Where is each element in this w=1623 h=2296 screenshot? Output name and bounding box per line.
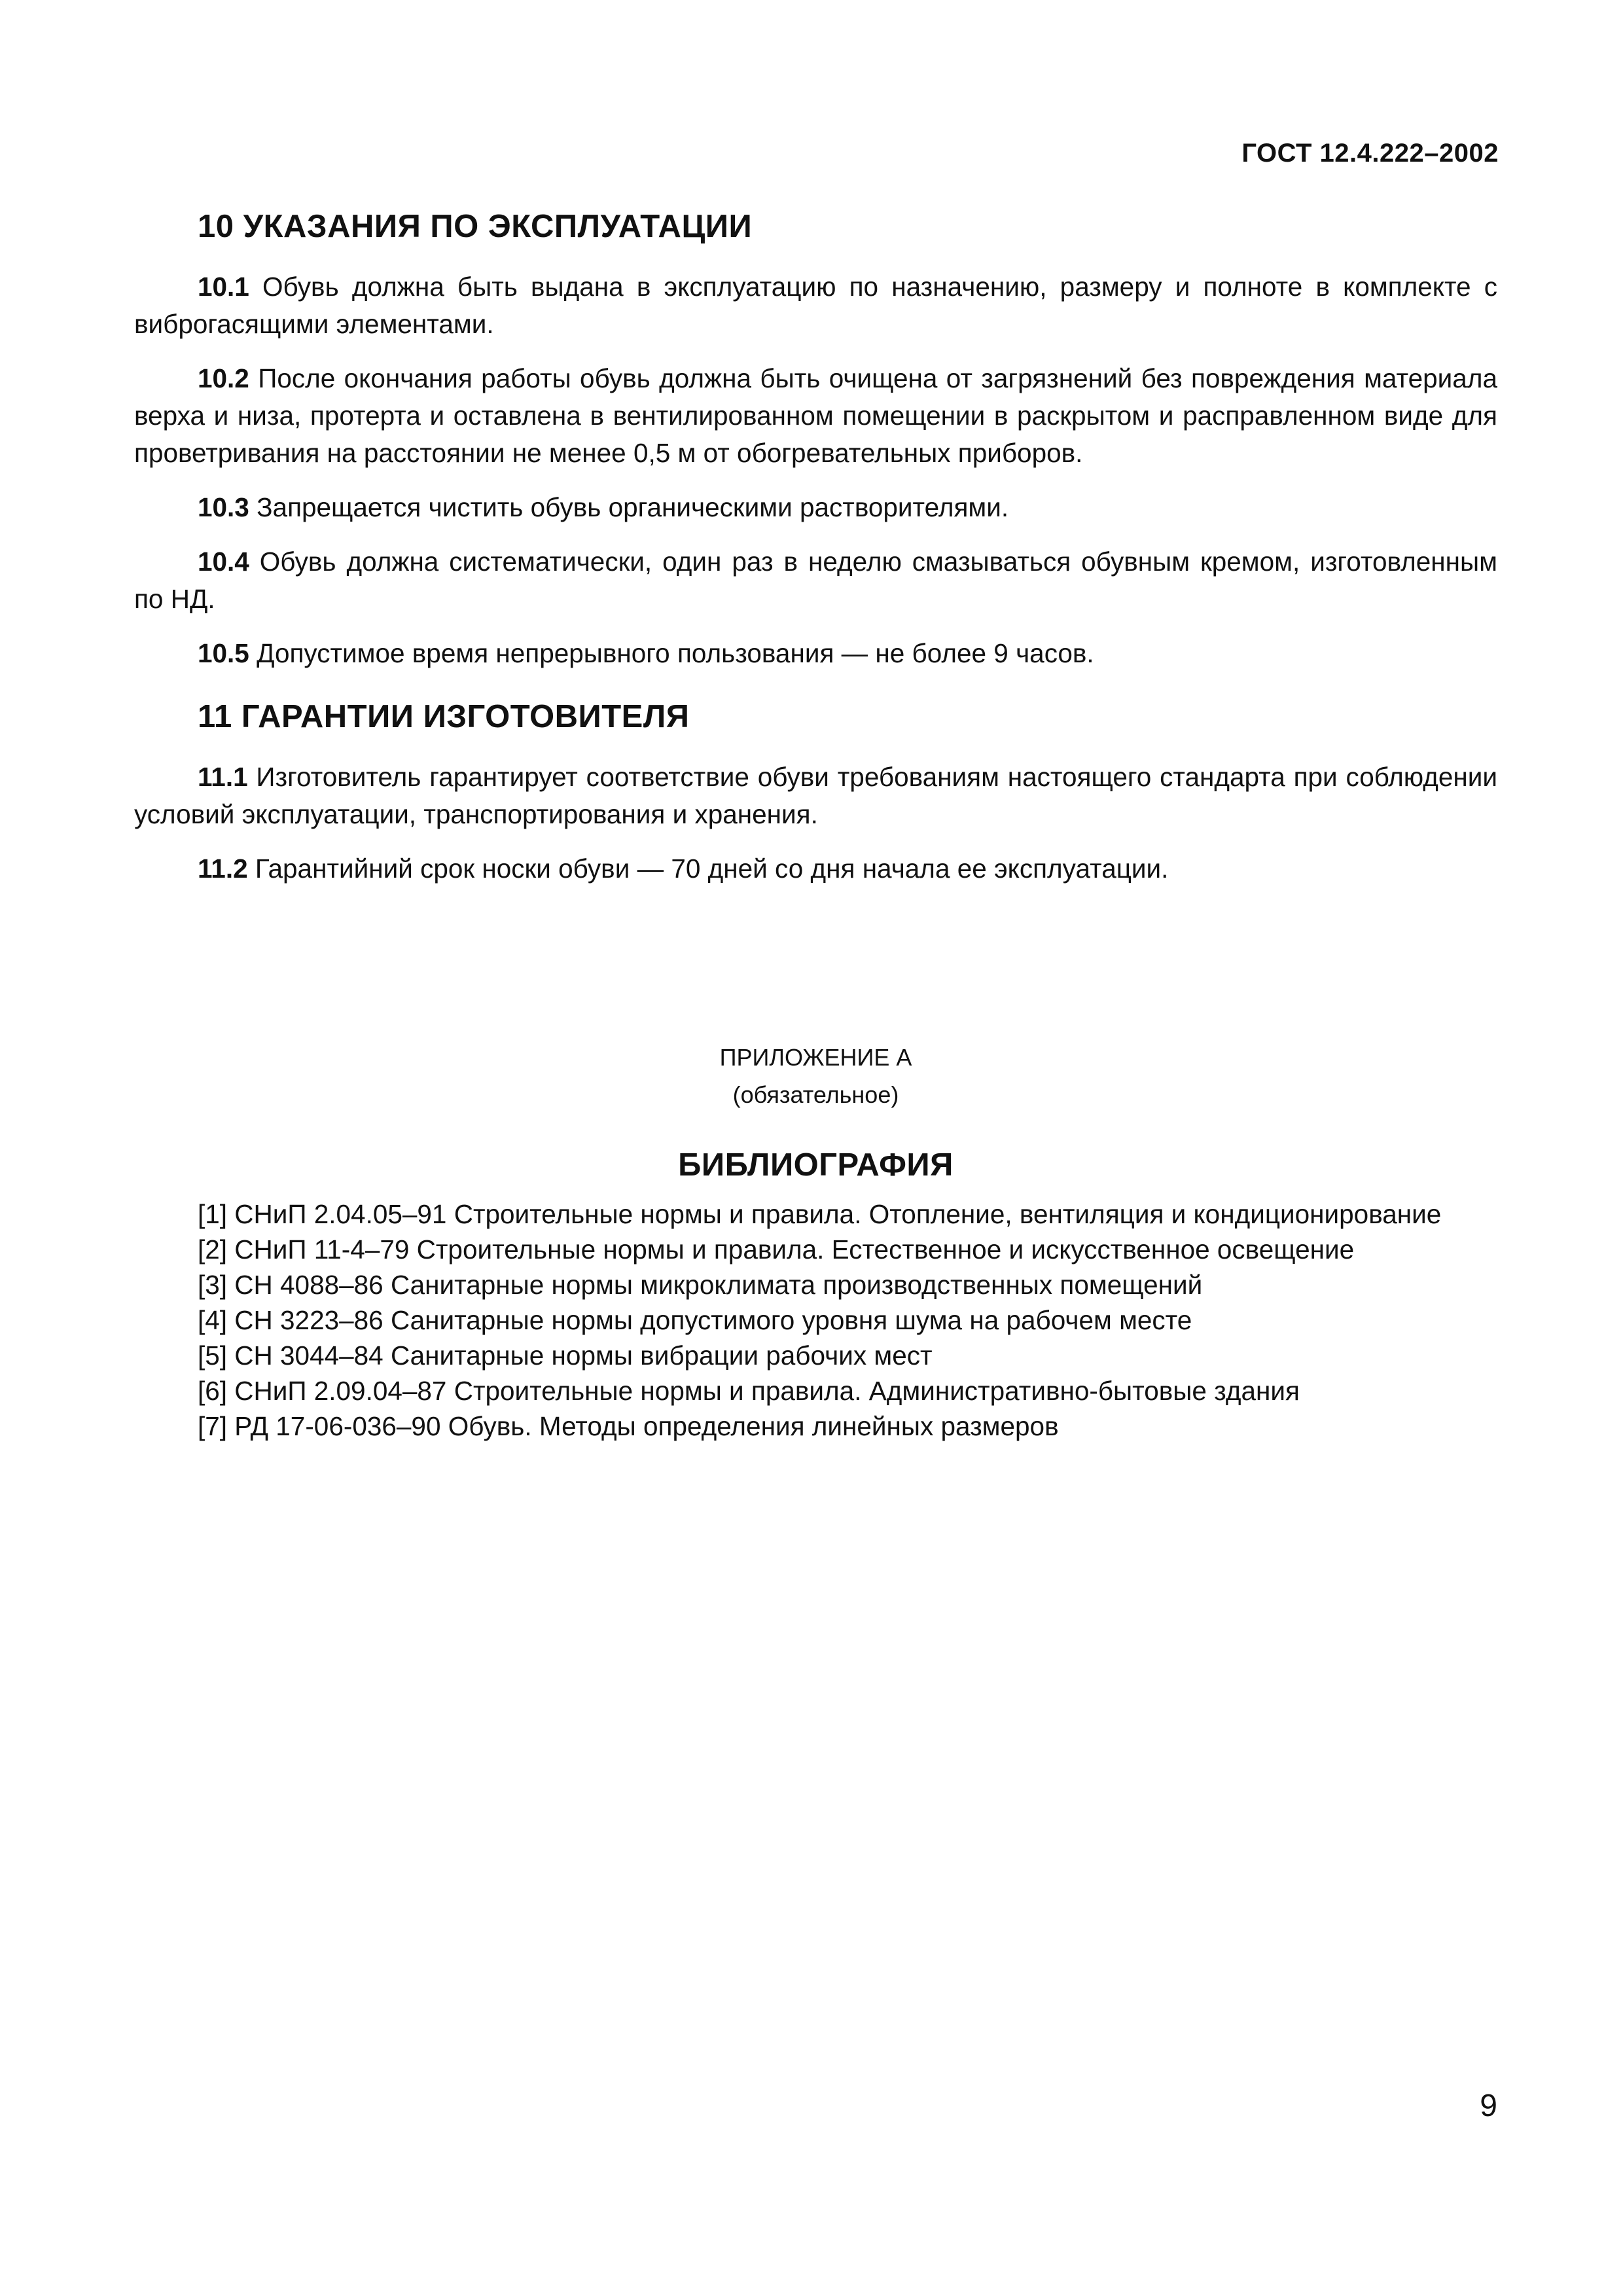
clause-text: Обувь должна систематически, один раз в неделю смазываться обувным кремом, изготовленным по НД. (134, 547, 1497, 614)
bibliography-entry: [3] СН 4088–86 Санитарные нормы микроклимата производственных помещений (198, 1270, 1203, 1300)
clause-number: 11.1 (198, 762, 248, 792)
page-number: 9 (1480, 2089, 1497, 2123)
bibliography-entry: [4] СН 3223–86 Санитарные нормы допустимого уровня шума на рабочем месте (198, 1305, 1192, 1335)
clause-text: Запрещается чистить обувь органическими растворителями. (249, 492, 1009, 522)
bibliography-entry: [6] СНиП 2.09.04–87 Строительные нормы и правила. Административно-бытовые здания (198, 1376, 1300, 1406)
clause-number: 10.3 (198, 492, 249, 522)
clause-number: 11.2 (198, 853, 248, 884)
bibliography-entry: [2] СНиП 11-4–79 Строительные нормы и правила. Естественное и искусственное освещение (198, 1234, 1355, 1265)
clause-number: 10.2 (198, 363, 249, 393)
clause-10-2 (134, 360, 1497, 472)
appendix-label: ПРИЛОЖЕНИЕ А (719, 1044, 912, 1071)
clause-text: Допустимое время непрерывного пользования — не более 9 часов. (249, 638, 1094, 668)
clause-text: Изготовитель гарантирует соответствие обуви требованиям настоящего стандарта при соблюдении условий эксплуатации, транспортирования и хранения. (134, 762, 1497, 829)
bibliography-entry: [5] СН 3044–84 Санитарные нормы вибрации рабочих мест (198, 1340, 933, 1371)
page-content (134, 208, 1497, 1444)
clause-10-4 (134, 543, 1497, 618)
clause-11-1 (134, 759, 1497, 833)
bibliography-entry: [7] РД 17-06-036–90 Обувь. Методы определения линейных размеров (198, 1411, 1059, 1441)
clause-text: Обувь должна быть выдана в эксплуатацию по назначению, размеру и полноте в комплекте с виброгасящими элементами. (134, 272, 1497, 339)
appendix-status: (обязательное) (732, 1081, 899, 1108)
clause-number: 10.5 (198, 638, 249, 668)
clause-10-1 (134, 268, 1497, 343)
section-10-title: 10 УКАЗАНИЯ ПО ЭКСПЛУАТАЦИИ (198, 209, 753, 244)
bibliography-entry: [1] СНиП 2.04.05–91 Строительные нормы и правила. Отопление, вентиляция и кондиционирование (198, 1199, 1442, 1229)
section-spacer (134, 689, 1497, 698)
document-code: ГОСТ 12.4.222–2002 (1241, 139, 1499, 168)
clause-10-3 (134, 489, 1497, 526)
section-11-title: 11 ГАРАНТИИ ИЗГОТОВИТЕЛЯ (198, 699, 690, 734)
clause-number: 10.4 (198, 547, 249, 577)
clause-text: После окончания работы обувь должна быть очищена от загрязнений без повреждения материала верха и низа, протерта и оставлена в вентилированном помещении в раскрытом и расправленном виде для проветривания на расстоянии не менее 0,5 м от обогревательных приборов. (134, 363, 1497, 468)
clause-11-2 (134, 850, 1497, 888)
clause-text: Гарантийний срок носки обуви — 70 дней со дня начала ее эксплуатации. (247, 853, 1169, 884)
clause-10-5 (134, 635, 1497, 672)
clause-number: 10.1 (198, 272, 249, 302)
bibliography-title: БИБЛИОГРАФИЯ (678, 1147, 954, 1183)
